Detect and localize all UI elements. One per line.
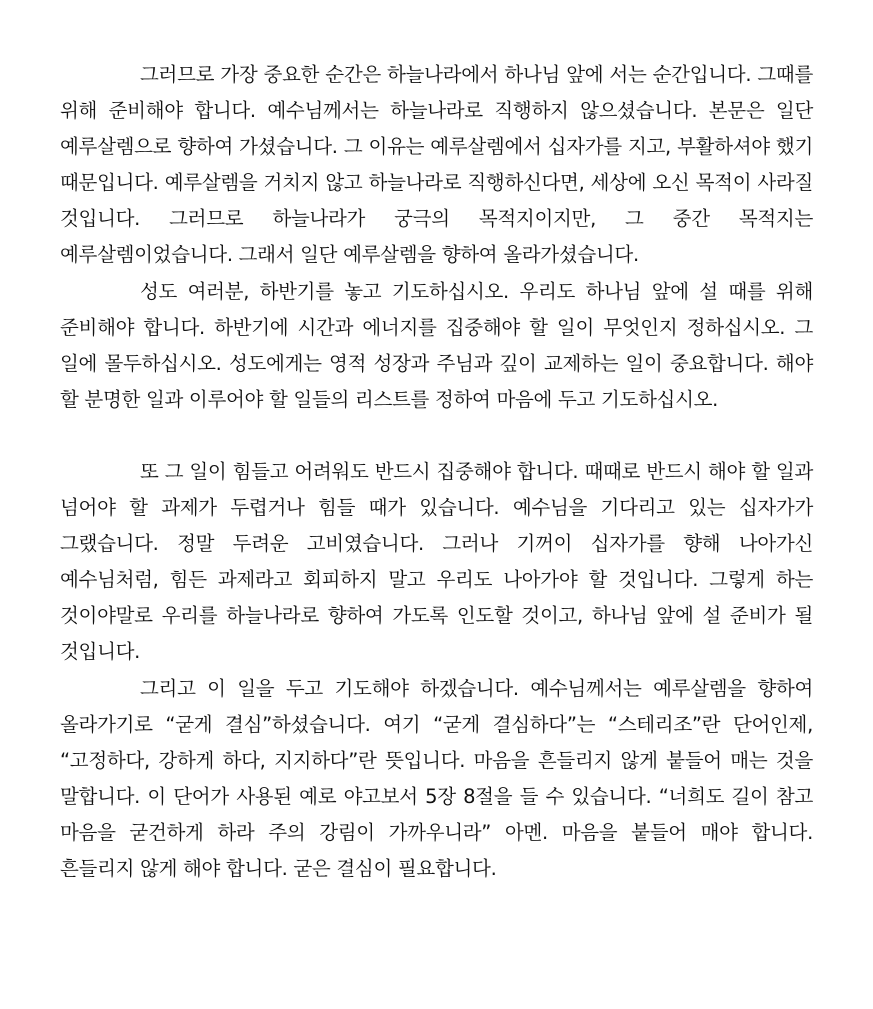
document-body [60, 57, 813, 887]
paragraph-2: 성도 여러분, 하반기를 놓고 기도하십시오. 우리도 하나님 앞에 설 때를 위해 준비해야 합니다. 하반기에 시간과 에너지를 집중해야 할 일이 무엇인지 정하십시오. 그 일에 몰두하십시오. 성도에게는 영적 성장과 주님과 깊이 교제하는 일이 중요합니다. 해야 할 분명한 일과 이루어야 할 일들의 리스트를 정하여 마음에 두고 기도하십시오. [60, 279, 813, 411]
paragraph-gap [60, 418, 813, 454]
paragraph-3: 또 그 일이 힘들고 어려워도 반드시 집중해야 합니다. 때때로 반드시 해야 할 일과 넘어야 할 과제가 두렵거나 힘들 때가 있습니다. 예수님을 기다리고 있는 십자가가 그랬습니다. 정말 두려운 고비였습니다. 그러나 기꺼이 십자가를 향해 나아가신 예수님처럼, 힘든 과제라고 회피하지 말고 우리도 나아가야 할 것입니다. 그렇게 하는 것이야말로 우리를 하늘나라로 향하여 가도록 인도할 것이고, 하나님 앞에 설 준비가 될 것입니다. [60, 459, 813, 664]
paragraph-1: 그러므로 가장 중요한 순간은 하늘나라에서 하나님 앞에 서는 순간입니다. 그때를 위해 준비해야 합니다. 예수님께서는 하늘나라로 직행하지 않으셨습니다. 본문은 일단 예루살렘으로 향하여 가셨습니다. 그 이유는 예루살렘에서 십자가를 지고, 부활하셔야 했기 때문입니다. 예루살렘을 거치지 않고 하늘나라로 직행하신다면, 세상에 오신 목적이 사라질 것입니다. 그러므로 하늘나라가 궁극의 목적지이지만, 그 중간 목적지는 예루살렘이었습니다. 그래서 일단 예루살렘을 향하여 올라가셨습니다. [60, 63, 813, 267]
paragraph-4: 그리고 이 일을 두고 기도해야 하겠습니다. 예수님께서는 예루살렘을 향하여 올라가기로 “굳게 결심”하셨습니다. 여기 “굳게 결심하다”는 “스테리조”란 단어인제, “고정하다, 강하게 하다, 지지하다”란 뜻입니다. 마음을 흔들리지 않게 붙들어 매는 것을 말합니다. 이 단어가 사용된 예로 야고보서 5장 8절을 들 수 있습니다. “너희도 길이 참고 마음을 굳건하게 하라 주의 강림이 가까우니라” 아멘. 마음을 붙들어 매야 합니다. 흔들리지 않게 해야 합니다. 굳은 결심이 필요합니다. [60, 676, 813, 880]
